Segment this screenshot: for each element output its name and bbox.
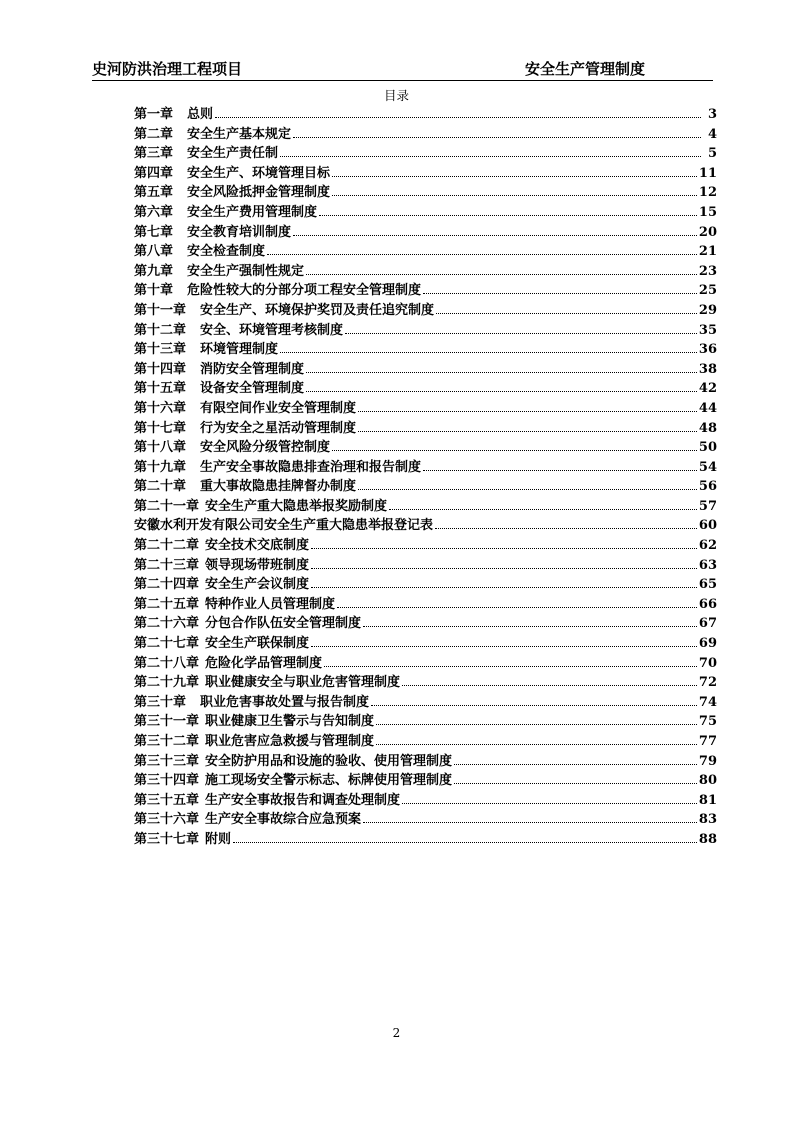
toc-chapter-number: 第二十九章 <box>134 675 200 691</box>
toc-chapter-number: 第三十一章 <box>134 714 200 730</box>
toc-entry[interactable] <box>134 828 717 848</box>
toc-chapter-number: 第三十二章 <box>134 734 200 749</box>
toc-chapter-title: 特种作业人员管理制度 <box>205 596 336 612</box>
toc-page-number: 5 <box>707 146 717 162</box>
toc-chapter-number: 第十章 <box>134 283 174 299</box>
toc-chapter-number: 第二十七章 <box>134 636 200 652</box>
dot-leader <box>306 391 697 392</box>
dot-leader <box>435 528 697 529</box>
toc-chapter-number: 第三十章 <box>134 694 187 710</box>
toc-entry[interactable] <box>134 279 717 299</box>
dot-leader <box>324 666 697 667</box>
toc-entry[interactable] <box>134 495 717 515</box>
toc-entry[interactable] <box>134 710 717 730</box>
toc-chapter-number: 第二十二章 <box>134 538 200 554</box>
toc-entry[interactable] <box>134 475 717 495</box>
toc-entry[interactable] <box>134 417 717 437</box>
toc-chapter-number: 第三章 <box>134 146 174 162</box>
toc-entry[interactable] <box>134 123 717 143</box>
toc-entry[interactable] <box>134 671 717 691</box>
toc-page-number: 25 <box>698 283 717 299</box>
dot-leader <box>311 568 697 569</box>
toc-chapter-number: 第三十五章 <box>134 792 200 808</box>
toc-entry[interactable] <box>134 769 717 789</box>
toc-page-number: 44 <box>698 400 717 416</box>
dot-leader <box>332 195 697 196</box>
toc-chapter-title: 安全生产强制性规定 <box>187 263 305 279</box>
dot-leader <box>402 685 697 686</box>
toc-chapter-number: 第三十六章 <box>134 812 200 828</box>
toc-chapter-title: 生产安全事故隐患排查治理和报告制度 <box>200 459 422 475</box>
toc-page-number: 69 <box>698 636 717 652</box>
dot-leader <box>358 411 697 412</box>
toc-chapter-title: 职业危害应急救援与管理制度 <box>205 734 375 749</box>
toc-chapter-title: 安全风险分级管控制度 <box>200 440 331 456</box>
toc-chapter-number: 第十七章 <box>134 420 187 436</box>
toc-chapter-title: 安全生产基本规定 <box>187 126 292 142</box>
toc-entry[interactable] <box>134 652 717 672</box>
toc-page-number: 79 <box>698 753 717 769</box>
toc-entry[interactable] <box>134 299 717 319</box>
dot-leader <box>345 333 697 334</box>
toc-chapter-number: 第二十五章 <box>134 596 200 612</box>
dot-leader <box>337 607 697 608</box>
toc-chapter-title: 环境管理制度 <box>200 342 279 358</box>
toc-page-number: 20 <box>698 224 717 240</box>
toc-chapter-title: 安全生产费用管理制度 <box>187 204 318 220</box>
dot-leader <box>280 352 697 353</box>
toc-chapter-number: 第八章 <box>134 244 174 260</box>
toc-entry[interactable] <box>134 338 717 358</box>
toc-entry[interactable] <box>134 103 717 123</box>
toc-entry[interactable] <box>134 593 717 613</box>
toc-entry[interactable] <box>134 573 717 593</box>
dot-leader <box>311 587 697 588</box>
toc-entry[interactable] <box>134 691 717 711</box>
toc-chapter-number: 第九章 <box>134 263 174 279</box>
toc-entry[interactable] <box>134 221 717 241</box>
toc-chapter-number: 第四章 <box>134 165 174 181</box>
toc-page-number: 83 <box>698 812 717 828</box>
dot-leader <box>423 293 697 294</box>
toc-page-number: 48 <box>698 420 717 436</box>
toc-chapter-title: 危险化学品管理制度 <box>205 655 323 671</box>
toc-page-number: 70 <box>698 655 717 671</box>
toc-chapter-title: 职业健康安全与职业危害管理制度 <box>205 675 401 691</box>
toc-chapter-number: 第二十四章 <box>134 577 200 593</box>
toc-chapter-number: 第七章 <box>134 224 174 240</box>
header-document-title: 安全生产管理制度 <box>524 60 645 78</box>
toc-chapter-title: 领导现场带班制度 <box>205 557 310 573</box>
dot-leader <box>454 783 697 784</box>
toc-chapter-title: 重大事故隐患挂牌督办制度 <box>200 479 357 495</box>
dot-leader <box>311 548 697 549</box>
dot-leader <box>319 215 697 216</box>
dot-leader <box>332 450 697 451</box>
toc-chapter-number: 第十二章 <box>134 322 187 338</box>
toc-chapter-title: 生产安全事故综合应急预案 <box>205 812 362 828</box>
toc-chapter-title: 安全教育培训制度 <box>187 224 292 240</box>
dot-leader <box>363 626 697 627</box>
toc-entry[interactable] <box>134 358 717 378</box>
toc-page-number: 35 <box>698 322 717 338</box>
toc-page-number: 63 <box>698 557 717 573</box>
toc-chapter-title: 设备安全管理制度 <box>200 381 305 397</box>
toc-page-number: 11 <box>698 165 717 181</box>
toc-entry[interactable] <box>134 260 717 280</box>
toc-page-number: 15 <box>698 204 717 220</box>
dot-leader <box>293 137 701 138</box>
toc-chapter-title: 总则 <box>187 107 214 122</box>
toc-chapter-title: 安徽水利开发有限公司安全生产重大隐患举报登记表 <box>134 518 434 534</box>
toc-entry[interactable] <box>134 514 717 534</box>
toc-page-number: 67 <box>698 616 717 632</box>
toc-page-number: 88 <box>698 831 717 847</box>
toc-chapter-number: 第六章 <box>134 204 174 220</box>
dot-leader <box>306 372 697 373</box>
toc-page-number: 80 <box>698 773 717 789</box>
toc-page-number: 4 <box>707 126 717 142</box>
toc-chapter-title: 消防安全管理制度 <box>200 361 305 377</box>
dot-leader <box>376 724 697 725</box>
toc-entry[interactable] <box>134 612 717 632</box>
dot-leader <box>423 470 697 471</box>
dot-leader <box>358 431 697 432</box>
dot-leader <box>454 764 697 765</box>
toc-chapter-title: 安全风险抵押金管理制度 <box>187 185 331 201</box>
toc-entry[interactable] <box>134 142 717 162</box>
toc-chapter-number: 第十八章 <box>134 440 187 456</box>
toc-page-number: 3 <box>707 107 717 122</box>
toc-chapter-title: 安全、环境管理考核制度 <box>200 322 344 338</box>
toc-page-number: 74 <box>698 694 717 710</box>
toc-chapter-number: 第二十一章 <box>134 498 200 514</box>
toc-chapter-number: 第三十七章 <box>134 831 200 847</box>
toc-chapter-title: 安全生产、环境保护奖罚及责任追究制度 <box>200 302 435 318</box>
toc-chapter-title: 生产安全事故报告和调查处理制度 <box>205 792 401 808</box>
toc-page-number: 21 <box>698 244 717 260</box>
toc-page-number: 57 <box>698 498 717 514</box>
page-number: 2 <box>392 1026 401 1040</box>
dot-leader <box>267 254 697 255</box>
toc-page-number: 38 <box>698 361 717 377</box>
header-project-name: 史河防洪治理工程项目 <box>92 60 243 78</box>
dot-leader <box>233 842 697 843</box>
toc-chapter-title: 安全生产重大隐患举报奖励制度 <box>205 498 388 514</box>
toc-chapter-title: 职业危害事故处置与报告制度 <box>200 694 370 710</box>
toc-page-number: 50 <box>698 440 717 456</box>
toc-title: 目录 <box>383 88 409 103</box>
toc-chapter-number: 第十六章 <box>134 400 187 416</box>
toc-chapter-number: 第十三章 <box>134 342 187 358</box>
toc-chapter-title: 安全技术交底制度 <box>205 538 310 554</box>
toc-chapter-title: 安全防护用品和设施的验收、使用管理制度 <box>205 753 453 769</box>
toc-chapter-number: 第十五章 <box>134 381 187 397</box>
toc-page-number: 75 <box>698 714 717 730</box>
toc-page-number: 77 <box>698 734 717 749</box>
toc-chapter-number: 第三十四章 <box>134 773 200 789</box>
toc-chapter-title: 职业健康卫生警示与告知制度 <box>205 714 375 730</box>
dot-leader <box>332 176 697 177</box>
toc-chapter-number: 第三十三章 <box>134 753 200 769</box>
toc-entry[interactable] <box>134 436 717 456</box>
toc-chapter-title: 安全检查制度 <box>187 244 266 260</box>
toc-page-number: 42 <box>698 381 717 397</box>
toc-chapter-title: 施工现场安全警示标志、标牌使用管理制度 <box>205 773 453 789</box>
toc-page-number: 36 <box>698 342 717 358</box>
toc-entry[interactable] <box>134 201 717 221</box>
toc-entry[interactable] <box>134 808 717 828</box>
toc-page-number: 54 <box>698 459 717 475</box>
toc-entry[interactable] <box>134 534 717 554</box>
toc-page-number: 81 <box>698 792 717 808</box>
dot-leader <box>358 489 697 490</box>
toc-page-number: 65 <box>698 577 717 593</box>
toc-page-number: 72 <box>698 675 717 691</box>
toc-entry[interactable] <box>134 162 717 182</box>
toc-entry[interactable] <box>134 240 717 260</box>
toc-entry[interactable] <box>134 181 717 201</box>
dot-leader <box>389 509 697 510</box>
toc-chapter-number: 第二章 <box>134 126 174 142</box>
toc-chapter-number: 第二十八章 <box>134 655 200 671</box>
toc-chapter-number: 第一章 <box>134 107 174 122</box>
toc-entry[interactable] <box>134 789 717 809</box>
toc-entry[interactable] <box>134 632 717 652</box>
toc-page-number: 62 <box>698 538 717 554</box>
dot-leader <box>402 803 697 804</box>
toc-entry[interactable] <box>134 456 717 476</box>
toc-chapter-number: 第二十六章 <box>134 616 200 632</box>
toc-chapter-number: 第十四章 <box>134 361 187 377</box>
toc-chapter-title: 行为安全之星活动管理制度 <box>200 420 357 436</box>
dot-leader <box>363 822 697 823</box>
toc-chapter-title: 分包合作队伍安全管理制度 <box>205 616 362 632</box>
toc-entry[interactable] <box>134 554 717 574</box>
toc-chapter-title: 安全生产联保制度 <box>205 636 310 652</box>
dot-leader <box>371 705 697 706</box>
toc-page-number: 12 <box>698 185 717 201</box>
toc-chapter-title: 危险性较大的分部分项工程安全管理制度 <box>187 283 422 299</box>
toc-chapter-title: 附则 <box>205 831 232 847</box>
dot-leader <box>306 274 697 275</box>
toc-chapter-number: 第五章 <box>134 185 174 201</box>
dot-leader <box>215 117 701 118</box>
toc-chapter-title: 安全生产责任制 <box>187 146 279 162</box>
toc-entry[interactable] <box>134 730 717 750</box>
toc-entry[interactable] <box>134 319 717 339</box>
toc-chapter-number: 第二十三章 <box>134 557 200 573</box>
toc-page-number: 56 <box>698 479 717 495</box>
dot-leader <box>376 744 697 745</box>
toc-chapter-title: 安全生产会议制度 <box>205 577 310 593</box>
dot-leader <box>311 646 697 647</box>
dot-leader <box>436 313 697 314</box>
table-of-contents <box>134 103 717 848</box>
page-header <box>92 58 713 81</box>
toc-chapter-number: 第二十章 <box>134 479 187 495</box>
toc-chapter-number: 第十九章 <box>134 459 187 475</box>
dot-leader <box>280 156 701 157</box>
toc-entry[interactable] <box>134 377 717 397</box>
dot-leader <box>293 235 697 236</box>
toc-chapter-title: 有限空间作业安全管理制度 <box>200 400 357 416</box>
toc-page-number: 66 <box>698 596 717 612</box>
toc-chapter-title: 安全生产、环境管理目标 <box>187 165 331 181</box>
toc-entry[interactable] <box>134 750 717 770</box>
toc-page-number: 60 <box>698 518 717 534</box>
toc-page-number: 29 <box>698 302 717 318</box>
toc-page-number: 23 <box>698 263 717 279</box>
toc-entry[interactable] <box>134 397 717 417</box>
toc-chapter-number: 第十一章 <box>134 302 187 318</box>
